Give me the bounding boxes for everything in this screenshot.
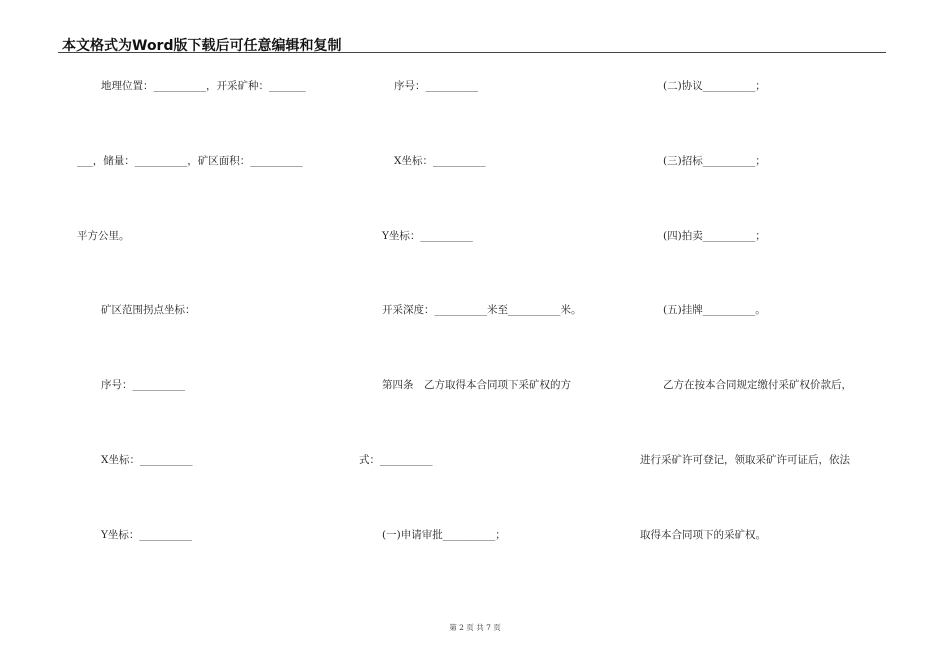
left-line-6: X坐标：__________ — [101, 454, 193, 466]
right-line-4: (五)挂牌__________。 — [663, 304, 766, 316]
middle-line-6: 式：__________ — [359, 454, 433, 466]
left-line-4: 矿区范围拐点坐标： — [101, 304, 196, 316]
middle-line-5: 第四条 乙方取得本合同项下采矿权的方 — [382, 379, 571, 391]
left-line-2: ___，储量：__________，矿区面积：__________ — [77, 155, 303, 167]
left-line-5: 序号：__________ — [101, 379, 185, 391]
left-line-3: 平方公里。 — [77, 230, 130, 242]
header-divider — [58, 52, 886, 53]
right-line-6: 进行采矿许可登记，领取采矿许可证后，依法 — [640, 454, 850, 466]
document-header-title: 本文格式为Word版下载后可任意编辑和复制 — [62, 38, 342, 54]
middle-line-3: Y坐标：__________ — [382, 230, 473, 242]
right-line-7: 取得本合同项下的采矿权。 — [640, 529, 766, 541]
middle-line-7: (一)申请审批__________； — [382, 529, 506, 541]
middle-line-4: 开采深度：__________米至__________米。 — [382, 304, 582, 316]
left-line-1: 地理位置：__________，开采矿种：_______ — [101, 80, 306, 92]
right-line-5: 乙方在按本合同规定缴付采矿权价款后， — [663, 379, 852, 391]
page-number-footer: 第 2 页 共 7 页 — [449, 623, 501, 632]
middle-line-1: 序号：__________ — [394, 80, 478, 92]
right-line-1: (二)协议__________； — [663, 80, 766, 92]
left-line-7: Y坐标：__________ — [101, 529, 192, 541]
right-line-2: (三)招标__________； — [663, 155, 766, 167]
right-line-3: (四)拍卖__________； — [663, 230, 766, 242]
middle-line-2: X坐标：__________ — [394, 155, 486, 167]
